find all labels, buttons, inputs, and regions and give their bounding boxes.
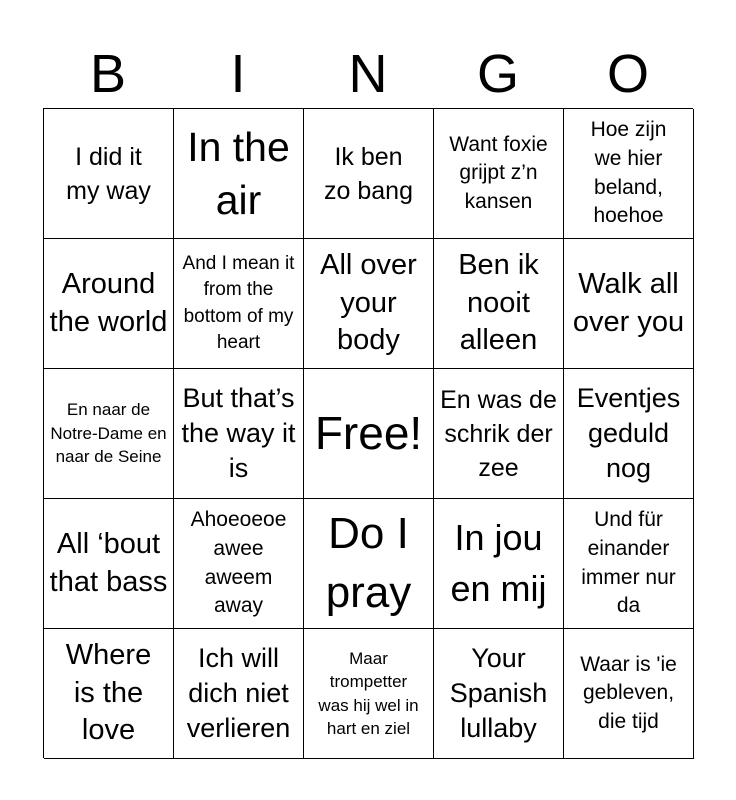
- cell-text: Free!: [314, 407, 423, 460]
- bingo-cell[interactable]: [434, 239, 564, 369]
- cell-text: Do I pray: [325, 508, 412, 617]
- bingo-cell[interactable]: [44, 239, 174, 369]
- cell-text: En naar de Notre-Dame en naar de Seine: [50, 400, 167, 467]
- cell-text: Ahoeoeoe awee aweem away: [190, 508, 287, 618]
- header-letter-n: N: [348, 44, 388, 104]
- bingo-cell[interactable]: [174, 499, 304, 629]
- bingo-cell[interactable]: [564, 629, 694, 759]
- cell-text: Eventjes geduld nog: [576, 382, 681, 484]
- bingo-cell[interactable]: [434, 109, 564, 239]
- cell-text: In jou en mij: [450, 517, 547, 609]
- bingo-cell[interactable]: [564, 109, 694, 239]
- cell-text: Waar is 'ie gebleven, die tijd: [580, 652, 677, 733]
- bingo-board: [43, 108, 693, 758]
- bingo-cell[interactable]: [304, 499, 434, 629]
- cell-text: Ik ben zo bang: [324, 142, 413, 205]
- cell-text: Hoe zijn we hier beland, hoehoe: [590, 118, 667, 228]
- bingo-cell[interactable]: [44, 369, 174, 499]
- cell-text: Around the world: [49, 267, 168, 338]
- cell-text: En was de schrik der zee: [440, 385, 557, 482]
- cell-text: Maar trompetter was hij wel in hart en ziel: [318, 648, 419, 738]
- bingo-cell[interactable]: [564, 239, 694, 369]
- bingo-cell[interactable]: [304, 239, 434, 369]
- bingo-cell[interactable]: [174, 369, 304, 499]
- bingo-cell[interactable]: [564, 369, 694, 499]
- bingo-cell[interactable]: [174, 239, 304, 369]
- cell-text: Your Spanish lullaby: [449, 642, 548, 744]
- cell-text: All over your body: [320, 248, 417, 357]
- bingo-cell[interactable]: [44, 629, 174, 759]
- cell-text: And I mean it from the bottom of my heart: [182, 253, 295, 353]
- header-letter-o: O: [606, 44, 649, 104]
- bingo-cell[interactable]: [564, 499, 694, 629]
- header-letter-g: G: [476, 44, 519, 104]
- cell-text: In the air: [187, 124, 290, 223]
- cell-text: Want foxie grijpt z’n kansen: [449, 132, 548, 213]
- cell-text: All ‘bout that bass: [49, 527, 168, 598]
- cell-text: Where is the love: [65, 638, 152, 747]
- header-letter-b: B: [89, 44, 127, 104]
- bingo-cell[interactable]: [304, 629, 434, 759]
- cell-text: I did it my way: [66, 142, 151, 205]
- cell-text: Und für einander immer nur da: [581, 508, 676, 618]
- bingo-cell[interactable]: [174, 109, 304, 239]
- bingo-cell[interactable]: [434, 499, 564, 629]
- bingo-cell[interactable]: [304, 109, 434, 239]
- bingo-cell[interactable]: [44, 109, 174, 239]
- bingo-cell[interactable]: [44, 499, 174, 629]
- bingo-header: [43, 40, 693, 108]
- cell-text: Ben ik nooit alleen: [458, 248, 539, 357]
- cell-text: Ich will dich niet verlieren: [186, 642, 291, 744]
- cell-text: But that’s the way it is: [181, 382, 296, 484]
- bingo-cell[interactable]: [174, 629, 304, 759]
- cell-text: Walk all over you: [572, 267, 685, 338]
- bingo-cell[interactable]: [434, 629, 564, 759]
- bingo-free-cell[interactable]: [304, 369, 434, 499]
- bingo-cell[interactable]: [434, 369, 564, 499]
- header-letter-i: I: [230, 44, 246, 104]
